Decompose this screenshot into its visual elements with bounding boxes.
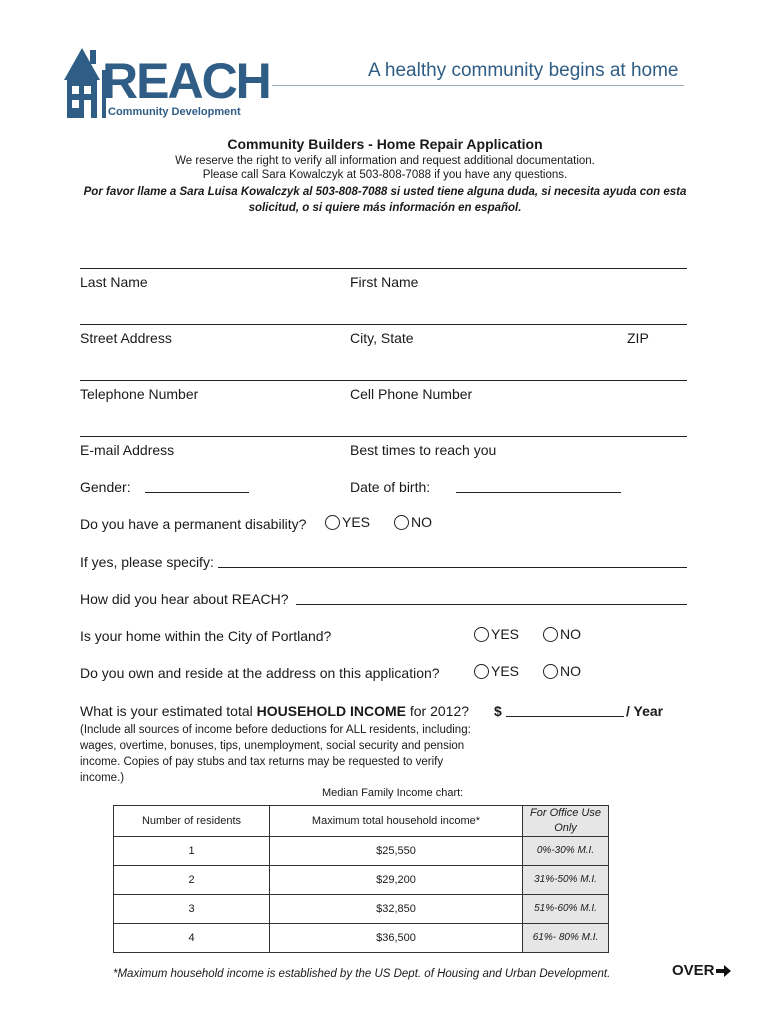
yes-label: YES: [491, 663, 520, 679]
dollar-sign: $: [494, 703, 502, 719]
table-row: [114, 895, 609, 924]
first-name-label: First Name: [350, 274, 419, 290]
address-line[interactable]: [80, 324, 687, 325]
cell-income: $25,550: [270, 837, 523, 866]
phone-line[interactable]: [80, 380, 687, 381]
radio-circle[interactable]: [394, 515, 409, 530]
intro-line-1: We reserve the right to verify all information and request additional documentation.: [175, 155, 595, 167]
tagline: A healthy community begins at home: [368, 60, 679, 81]
radio-circle[interactable]: [543, 664, 558, 679]
chart-title: Median Family Income chart:: [322, 787, 464, 799]
gender-field[interactable]: [145, 492, 249, 493]
street-address-label: Street Address: [80, 330, 172, 346]
dob-field[interactable]: [456, 492, 621, 493]
logo-subtitle: Community Development: [108, 106, 241, 118]
yes-label: YES: [342, 514, 371, 530]
disability-no-radio[interactable]: [394, 514, 432, 530]
income-table: [113, 805, 609, 953]
gender-label: Gender:: [80, 479, 131, 495]
header-income: Maximum total household income*: [270, 806, 523, 837]
income-question-pre: What is your estimated total: [80, 703, 257, 719]
cell-income: $36,500: [270, 924, 523, 953]
radio-circle[interactable]: [543, 627, 558, 642]
no-label: NO: [560, 663, 581, 679]
best-times-label: Best times to reach you: [350, 442, 497, 458]
income-question-post: for 2012?: [405, 703, 470, 719]
cell-residents: 3: [114, 895, 270, 924]
email-label: E-mail Address: [80, 442, 175, 458]
last-name-label: Last Name: [80, 274, 148, 290]
income-field[interactable]: [506, 716, 624, 717]
zip-label: ZIP: [627, 330, 649, 346]
disability-question: Do you have a permanent disability?: [80, 516, 307, 532]
hear-about-field[interactable]: [296, 604, 687, 605]
per-year-label: / Year: [626, 703, 664, 719]
table-row: [114, 837, 609, 866]
cell-income: $29,200: [270, 866, 523, 895]
cell-residents: 1: [114, 837, 270, 866]
cell-residents: 2: [114, 866, 270, 895]
cell-office[interactable]: 51%-60% M.I.: [523, 895, 609, 924]
intro-line-2: Please call Sara Kowalczyk at 503-808-7088 if you have any questions.: [202, 169, 568, 181]
own-yes-radio[interactable]: [474, 663, 519, 679]
header-residents: Number of residents: [114, 806, 270, 837]
yes-label: YES: [491, 626, 520, 642]
cell-office[interactable]: 0%-30% M.I.: [523, 837, 609, 866]
telephone-label: Telephone Number: [80, 386, 199, 402]
cell-phone-label: Cell Phone Number: [350, 386, 473, 402]
portland-yes-radio[interactable]: [474, 626, 519, 642]
income-question: [80, 703, 469, 719]
header-office: For Office Use Only: [523, 806, 609, 837]
table-row: [114, 924, 609, 953]
dob-label: Date of birth:: [350, 479, 431, 495]
no-label: NO: [411, 514, 432, 530]
spanish-note: Por favor llame a Sara Luisa Kowalczyk al 503-808-7088 si usted tiene alguna duda, si necesita ayuda con esta solicitud, o si quiere más información en español.: [83, 186, 687, 214]
table-header-row: [114, 806, 609, 837]
specify-label: If yes, please specify:: [80, 554, 214, 570]
hear-about-label: How did you hear about REACH?: [80, 591, 289, 607]
footnote: *Maximum household income is established by the US Dept. of Housing and Urban Development.: [113, 968, 611, 980]
cell-office[interactable]: 61%- 80% M.I.: [523, 924, 609, 953]
over-indicator: [672, 962, 732, 980]
radio-circle[interactable]: [474, 627, 489, 642]
income-question-bold: HOUSEHOLD INCOME: [256, 703, 406, 719]
logo-wordmark: REACH: [102, 53, 270, 109]
arrow-right-icon: [716, 964, 732, 978]
radio-circle[interactable]: [325, 515, 340, 530]
portland-question: Is your home within the City of Portland?: [80, 628, 332, 644]
own-reside-question: Do you own and reside at the address on this application?: [80, 665, 440, 681]
cell-income: $32,850: [270, 895, 523, 924]
name-line[interactable]: [80, 268, 687, 269]
disability-yes-radio[interactable]: [325, 514, 370, 530]
portland-no-radio[interactable]: [543, 626, 581, 642]
specify-field[interactable]: [218, 567, 687, 568]
tagline-rule: [272, 85, 684, 86]
radio-circle[interactable]: [474, 664, 489, 679]
income-note: (Include all sources of income before deductions for ALL residents, including: wages, overtime, bonuses, tips, unemployment, social security and pension income. Copies of pay stubs and tax returns may be requested to verify income.): [80, 724, 471, 784]
city-state-label: City, State: [350, 330, 414, 346]
email-line[interactable]: [80, 436, 687, 437]
form-title: Community Builders - Home Repair Application: [227, 136, 543, 152]
cell-residents: 4: [114, 924, 270, 953]
own-no-radio[interactable]: [543, 663, 581, 679]
over-label: OVER: [672, 962, 715, 979]
cell-office[interactable]: 31%-50% M.I.: [523, 866, 609, 895]
no-label: NO: [560, 626, 581, 642]
table-row: [114, 866, 609, 895]
